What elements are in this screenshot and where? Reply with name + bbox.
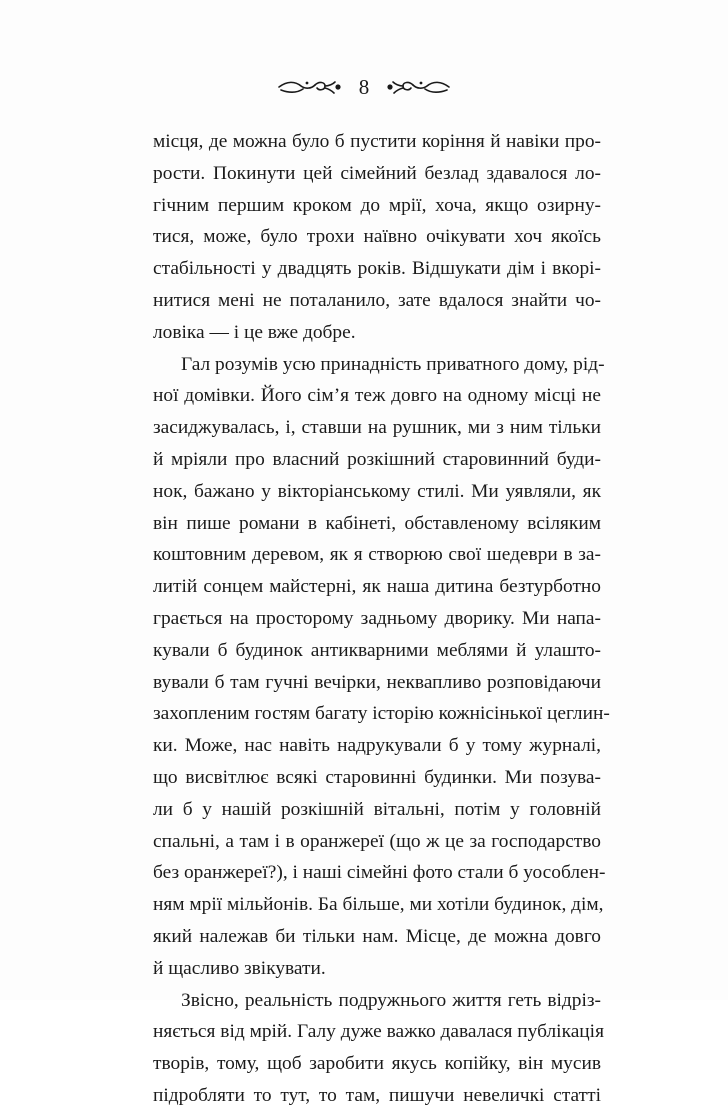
text-line: спальні, а там і в оранжереї (що ж це за господарство xyxy=(153,830,601,852)
text-line: й щасливо звікувати. xyxy=(153,957,326,979)
text-line: творів, тому, щоб заробити якусь копійку, він мусив xyxy=(153,1053,601,1075)
text-line: ням мрії мільйонів. Ба більше, ми хотіли будинок, дім, xyxy=(153,894,604,916)
text-line: засиджувалась, і, ставши на рушник, ми з ним тільки xyxy=(153,417,601,439)
paragraph-3 xyxy=(153,985,604,1112)
text-line: без оранжереї?), і наші сімейні фото стали б уособлен- xyxy=(153,862,606,884)
text-line: рости. Покинути цей сімейний безлад здавалося ло- xyxy=(153,162,601,184)
text-line: нок, бажано у вікторіанському стилі. Ми уявляли, як xyxy=(153,480,601,502)
text-line: коштовним деревом, як я створюю свої шедеври в за- xyxy=(153,544,601,566)
text-line: Гал розумів усю принадність приватного дому, рід- xyxy=(181,353,605,375)
text-line: нитися мені не поталанило, зате вдалося знайти чо- xyxy=(153,289,601,311)
text-line: ки. Може, нас навіть надрукували б у тому журналі, xyxy=(153,735,601,757)
text-line: ли б у нашій розкішній вітальні, потім у головній xyxy=(153,798,601,820)
body-text xyxy=(153,126,610,1112)
text-line: литій сонцем майстерні, як наша дитина безтурботно xyxy=(153,576,601,598)
text-line: ловіка — і це вже добре. xyxy=(153,321,356,343)
text-line: й мріяли про власний розкішний старовинний буди- xyxy=(153,448,601,470)
text-line: Звісно, реальність подружнього життя геть відріз- xyxy=(181,989,601,1011)
text-line: тися, може, було трохи наївно очікувати хоч якоїсь xyxy=(153,226,601,248)
text-line: няється від мрій. Галу дуже важко давалася публікація xyxy=(153,1021,604,1043)
text-line: він пише романи в кабінеті, обставленому всіляким xyxy=(153,512,601,534)
text-line: стабільності у двадцять років. Відшукати дім і вкорі- xyxy=(153,258,601,280)
text-line: місця, де можна було б пустити коріння й навіки про- xyxy=(153,131,601,152)
flourish-left-icon xyxy=(277,77,343,97)
text-line: гічним першим кроком до мрії, хоча, якщо озирну- xyxy=(153,194,601,216)
text-line: ної домівки. Його сім’я теж довго на одному місці не xyxy=(153,385,601,407)
page-header xyxy=(0,70,728,104)
text-line: грається на просторому задньому дворику. Ми напа- xyxy=(153,607,601,629)
text-line: який належав би тільки нам. Місце, де можна довго xyxy=(153,925,601,947)
text-line: що висвітлює всякі старовинні будинки. Ми позува- xyxy=(153,766,601,788)
text-line: підробляти то тут, то там, пишучи невеличкі статті xyxy=(153,1084,601,1106)
text-line: захопленим гостям багату історію кожнісінької цеглин- xyxy=(153,703,610,725)
text-line: кували б будинок антикварними меблями й улашто- xyxy=(153,639,601,661)
paragraph-2 xyxy=(153,349,610,985)
text-line: вували б там гучні вечірки, неквапливо розповідаючи xyxy=(153,671,601,693)
page-number: 8 xyxy=(358,74,370,99)
paragraph-1 xyxy=(153,126,601,349)
flourish-right-icon xyxy=(385,77,451,97)
